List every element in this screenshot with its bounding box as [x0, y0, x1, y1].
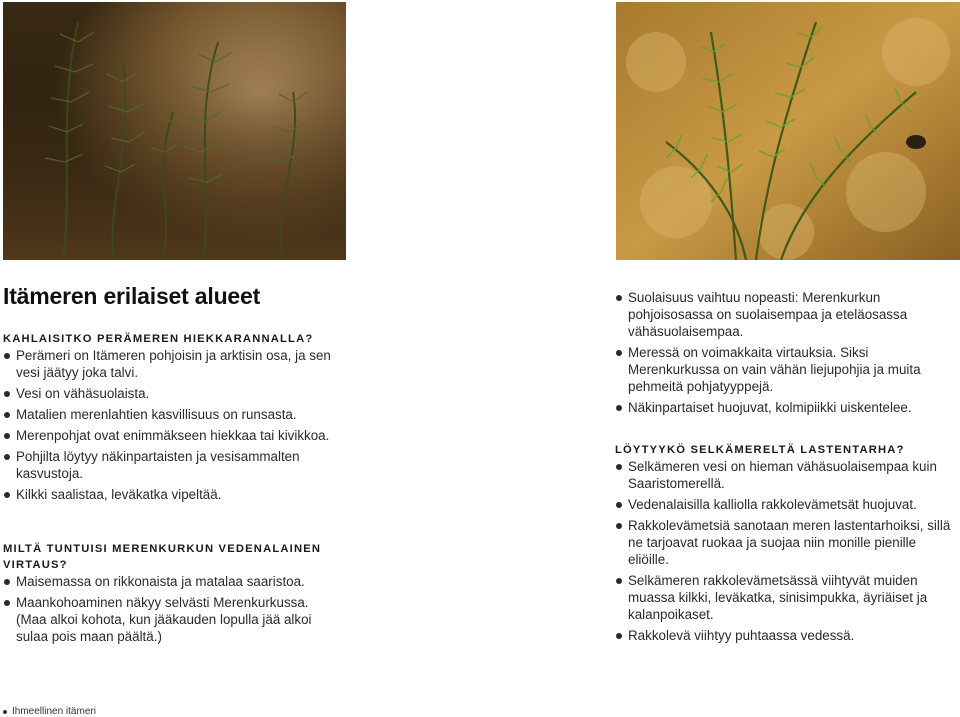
bullet-icon	[4, 412, 10, 418]
page-footer	[3, 706, 96, 717]
list-item: Kilkki saalistaa, leväkatka vipeltää.	[3, 486, 338, 503]
footer-text: Ihmeellinen itämeri	[12, 706, 96, 717]
list-item: Selkämeren rakkolevämetsässä viihtyvät muiden muassa kilkki, leväkatka, sinisimpukka, äyriäiset ja kalanpoikaset.	[615, 572, 955, 623]
bullet-icon	[4, 353, 10, 359]
left-column	[3, 331, 338, 649]
bullet-icon	[4, 433, 10, 439]
bullet-icon	[616, 633, 622, 639]
bullet-icon	[3, 710, 7, 714]
bullet-icon	[4, 492, 10, 498]
list-item: Rakkolevämetsiä sanotaan meren lastentarhoiksi, sillä ne tarjoavat ruokaa ja suojaa niin monille pienille eliöille.	[615, 517, 955, 568]
bullet-icon	[616, 350, 622, 356]
list-item: Suolaisuus vaihtuu nopeasti: Merenkurkun pohjoisosassa on suolaisempaa ja eteläosassa vähäsuolaisempaa.	[615, 289, 955, 340]
bullet-list	[615, 289, 955, 416]
bullet-list	[3, 573, 338, 645]
section-heading: KAHLAISITKO PERÄMEREN HIEKKARANNALLA?	[3, 333, 314, 345]
bullet-icon	[616, 502, 622, 508]
right-column	[615, 289, 955, 648]
list-item: Rakkolevä viihtyy puhtaassa vedessä.	[615, 627, 955, 644]
bullet-icon	[616, 295, 622, 301]
page-title: Itämeren erilaiset alueet	[3, 283, 261, 309]
list-item: Perämeri on Itämeren pohjoisin ja arktisin osa, ja sen vesi jäätyy joka talvi.	[3, 347, 338, 381]
list-item: Näkinpartaiset huojuvat, kolmipiikki uiskentelee.	[615, 399, 955, 416]
list-item: Matalien merenlahtien kasvillisuus on runsasta.	[3, 406, 338, 423]
underwater-plant-photo-left	[3, 2, 346, 260]
list-item: Meressä on voimakkaita virtauksia. Siksi Merenkurkussa on vain vähän liejupohjia ja muita pehmeitä pohjatyyppejä.	[615, 344, 955, 395]
list-item: Selkämeren vesi on hieman vähäsuolaisempaa kuin Saaristomerellä.	[615, 458, 955, 492]
underwater-plant-photo-right	[616, 2, 960, 260]
bullet-icon	[616, 578, 622, 584]
bullet-icon	[616, 405, 622, 411]
list-item: Merenpohjat ovat enimmäkseen hiekkaa tai kivikkoa.	[3, 427, 338, 444]
bullet-list	[615, 458, 955, 644]
section-heading: MILTÄ TUNTUISI MERENKURKUN VEDENALAINEN VIRTAUS?	[3, 543, 322, 571]
bullet-icon	[4, 579, 10, 585]
list-item: Maankohoaminen näkyy selvästi Merenkurkussa. (Maa alkoi kohota, kun jääkauden lopulla jää alkoi sulaa pois maan päältä.)	[3, 594, 338, 645]
bullet-icon	[4, 454, 10, 460]
list-item: Maisemassa on rikkonaista ja matalaa saaristoa.	[3, 573, 338, 590]
list-item: Pohjilta löytyy näkinpartaisten ja vesisammalten kasvustoja.	[3, 448, 338, 482]
list-item: Vedenalaisilla kalliolla rakkolevämetsät huojuvat.	[615, 496, 955, 513]
list-item: Vesi on vähäsuolaista.	[3, 385, 338, 402]
bullet-icon	[616, 523, 622, 529]
bullet-icon	[4, 391, 10, 397]
bullet-list	[3, 347, 338, 503]
bullet-icon	[4, 600, 10, 606]
bullet-icon	[616, 464, 622, 470]
section-heading: LÖYTYYKÖ SELKÄMERELTÄ LASTENTARHA?	[615, 444, 905, 456]
